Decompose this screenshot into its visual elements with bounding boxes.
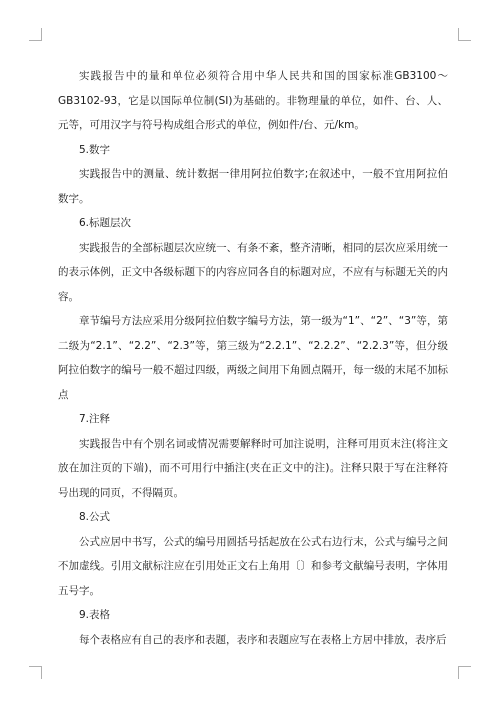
paragraph-units: 实践报告中的量和单位必须符合用中华人民共和国的国家标准GB3100～GB3102-93，它是以国际单位制(SI)为基础的。非物理量的单位，如件、台、人、元等，可用汉字与符号构成组合形式的单位，例如件/台、元/km。	[58, 70, 448, 131]
paragraph-chapter-numbering: 章节编号方法应采用分级阿拉伯数字编号方法，第一级为“1”、“2”、“3”等，第二级为“2.1”、“2.2”、“2.3”等，第三级为“2.2.1”、“2.2.2”、“2.2.3”等，但分级阿拉伯数字的编号一般不超过四级，两级之间用下角圆点隔开，每一级的末尾不加标点	[58, 315, 448, 401]
section-heading-notes: 7.注释	[79, 413, 111, 425]
crop-mark-bottom-right	[458, 666, 471, 679]
section-heading-tables: 9.表格	[79, 609, 111, 621]
crop-mark-bottom-left	[29, 666, 42, 679]
crop-mark-top-left	[29, 28, 42, 41]
document-body	[58, 64, 448, 652]
paragraph-tables: 每个表格应有自己的表序和表题，表序和表题应写在表格上方居中排放，表序后	[79, 633, 447, 646]
section-heading-numbers: 5.数字	[79, 143, 111, 156]
section-heading-formulas: 8.公式	[79, 511, 111, 523]
paragraph-numbers: 实践报告中的测量、统计数据一律用阿拉伯数字;在叙述中，一般不宜用阿拉伯数字。	[58, 168, 448, 205]
section-heading-title-levels: 6.标题层次	[79, 217, 132, 229]
crop-mark-top-right	[458, 28, 471, 41]
paragraph-formulas: 公式应居中书写，公式的编号用圆括号括起放在公式右边行末，公式与编号之间不加虚线。引用文献标注应在引用处正文右上角用〔〕和参考文献编号表明，字体用五号字。	[58, 535, 448, 597]
paragraph-notes: 实践报告中有个别名词或情况需要解释时可加注说明，注释可用页末注(将注文放在加注页的下端)，而不可用行中插注(夹在正文中的注)。注释只限于写在注释符号出现的同页，不得隔页。	[58, 437, 448, 499]
paragraph-title-levels: 实践报告的全部标题层次应统一、有条不紊，整齐清晰，相同的层次应采用统一的表示体例，正文中各级标题下的内容应同各自的标题对应，不应有与标题无关的内容。	[58, 241, 448, 303]
